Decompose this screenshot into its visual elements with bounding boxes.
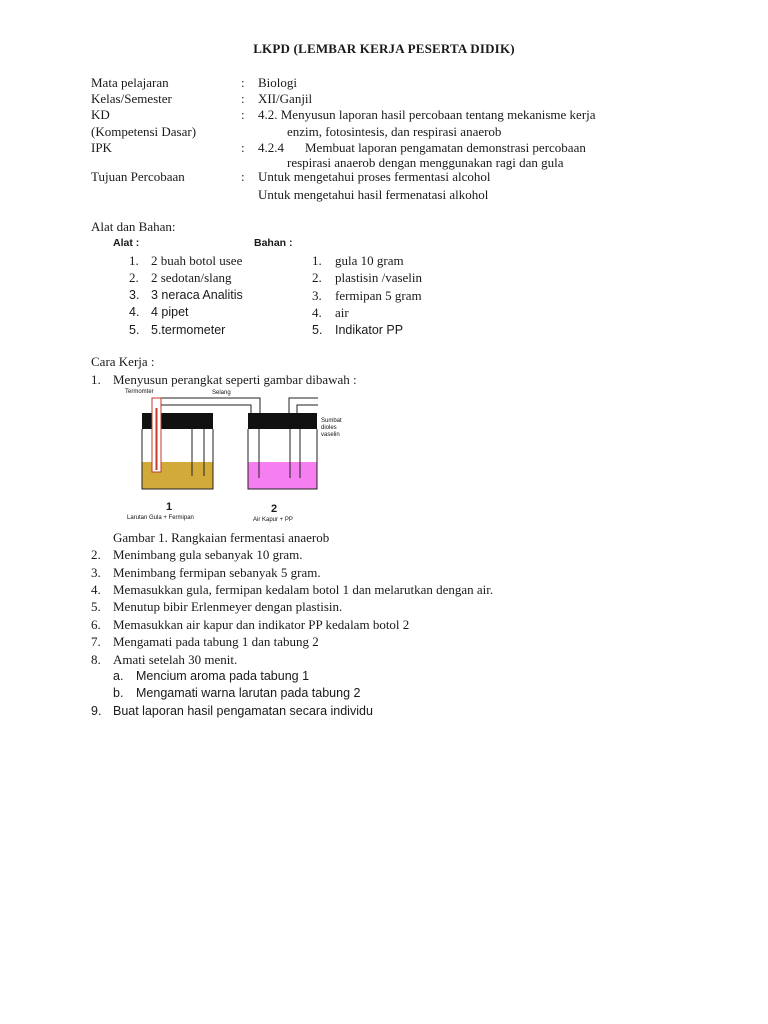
solution-2 xyxy=(248,462,317,489)
bahan-item: gula 10 gram xyxy=(335,253,404,268)
bottle-1-label: Larutan Gula + Fermipan xyxy=(127,515,194,521)
substep-letter: a. xyxy=(113,669,124,683)
selang-label: Selang xyxy=(212,390,231,396)
tujuan-value-line2: Untuk mengetahui hasil fermenatasi alkohol xyxy=(258,187,489,202)
step-text: Menimbang fermipan sebanyak 5 gram. xyxy=(113,565,321,580)
colon: : xyxy=(241,91,245,106)
kd-value-line2: enzim, fotosintesis, dan respirasi anaerob xyxy=(287,124,502,139)
page-title: LKPD (LEMBAR KERJA PESERTA DIDIK) xyxy=(253,41,515,56)
bottle-2-label: Air Kapur + PP xyxy=(253,517,293,523)
substep-text: Mengamati warna larutan pada tabung 2 xyxy=(136,686,361,700)
bahan-item-num: 1. xyxy=(312,253,322,268)
step-number: 1. xyxy=(91,372,101,387)
step-text: Memasukkan gula, fermipan kedalam botol 1 dan melarutkan dengan air. xyxy=(113,582,494,597)
step-number: 7. xyxy=(91,634,101,649)
step-number: 4. xyxy=(91,582,101,597)
fermentation-apparatus-figure xyxy=(118,386,380,528)
alat-item: 2 buah botol usee xyxy=(151,253,243,268)
step-number: 6. xyxy=(91,617,101,632)
step-text: Mengamati pada tabung 1 dan tabung 2 xyxy=(113,634,319,649)
step-number: 8. xyxy=(91,652,101,667)
ipk-value-line2: respirasi anaerob dengan menggunakan ragi dan gula xyxy=(287,155,564,170)
alat-item: 2 sedotan/slang xyxy=(151,270,232,285)
kelas-value: XII/Ganjil xyxy=(258,91,313,106)
alat-label: Alat : xyxy=(113,237,140,249)
sumbat-label: dioles xyxy=(321,425,337,431)
bottle-1-number: 1 xyxy=(166,501,173,513)
kd-label-line2: (Kompetensi Dasar) xyxy=(91,124,197,139)
step-text: Amati setelah 30 menit. xyxy=(113,652,238,667)
alat-item: 4 pipet xyxy=(151,305,189,319)
bahan-item: plastisin /vaselin xyxy=(335,270,423,285)
alat-item-num: 4. xyxy=(129,305,140,319)
colon: : xyxy=(241,107,245,122)
figure-caption: Gambar 1. Rangkaian fermentasi anaerob xyxy=(113,530,330,545)
tujuan-value-line1: Untuk mengetahui proses fermentasi alcohol xyxy=(258,169,491,184)
substep-text: Mencium aroma pada tabung 1 xyxy=(136,669,310,683)
step-text: Memasukkan air kapur dan indikator PP kedalam botol 2 xyxy=(113,617,410,632)
kd-value-line1: 4.2. Menyusun laporan hasil percobaan tentang mekanisme kerja xyxy=(258,107,596,122)
step-number: 3. xyxy=(91,565,101,580)
colon: : xyxy=(241,75,245,90)
alat-item-num: 1. xyxy=(129,253,139,268)
step-text: Buat laporan hasil pengamatan secara individu xyxy=(113,704,373,718)
substep-letter: b. xyxy=(113,686,124,700)
mapel-label: Mata pelajaran xyxy=(91,75,169,90)
ipk-label: IPK xyxy=(91,140,112,155)
alat-item: 5.termometer xyxy=(151,323,226,337)
kelas-label: Kelas/Semester xyxy=(91,91,172,106)
bahan-item-num: 5. xyxy=(312,323,323,337)
selang-tube-3 xyxy=(297,405,318,413)
kd-label: KD xyxy=(91,107,110,122)
bahan-item-num: 4. xyxy=(312,305,322,320)
sumbat-label: Sumbat xyxy=(321,418,342,424)
alat-item-num: 3. xyxy=(129,288,140,302)
alat-item-num: 5. xyxy=(129,323,140,337)
step-number: 9. xyxy=(91,704,102,718)
step-text: Menutup bibir Erlenmeyer dengan plastisin. xyxy=(113,599,343,614)
colon: : xyxy=(241,169,245,184)
bahan-item: air xyxy=(335,305,349,320)
tujuan-label: Tujuan Percobaan xyxy=(91,169,185,184)
alat-item: 3 neraca Analitis xyxy=(151,288,243,302)
termometer-label: Termomter xyxy=(125,389,154,395)
mapel-value: Biologi xyxy=(258,75,298,90)
step-text: Menyusun perangkat seperti gambar dibawah : xyxy=(113,372,357,387)
stopper-2 xyxy=(248,413,317,429)
bahan-item-num: 3. xyxy=(312,288,322,303)
bahan-item-num: 2. xyxy=(312,270,322,285)
step-number: 5. xyxy=(91,599,101,614)
ipk-value-line1: Membuat laporan pengamatan demonstrasi percobaan xyxy=(305,140,586,155)
selang-tube-inner xyxy=(161,405,251,413)
step-number: 2. xyxy=(91,547,101,562)
ipk-number: 4.2.4 xyxy=(258,140,284,155)
bahan-item: fermipan 5 gram xyxy=(335,288,422,303)
bahan-label: Bahan : xyxy=(254,237,293,249)
colon: : xyxy=(241,140,245,155)
cara-kerja-heading: Cara Kerja : xyxy=(91,354,155,369)
bottle-2-number: 2 xyxy=(271,503,278,515)
bahan-item: Indikator PP xyxy=(335,323,404,337)
sumbat-label: vaselin xyxy=(321,432,340,438)
alat-item-num: 2. xyxy=(129,270,139,285)
step-text: Menimbang gula sebanyak 10 gram. xyxy=(113,547,303,562)
alat-bahan-heading: Alat dan Bahan: xyxy=(91,219,176,234)
